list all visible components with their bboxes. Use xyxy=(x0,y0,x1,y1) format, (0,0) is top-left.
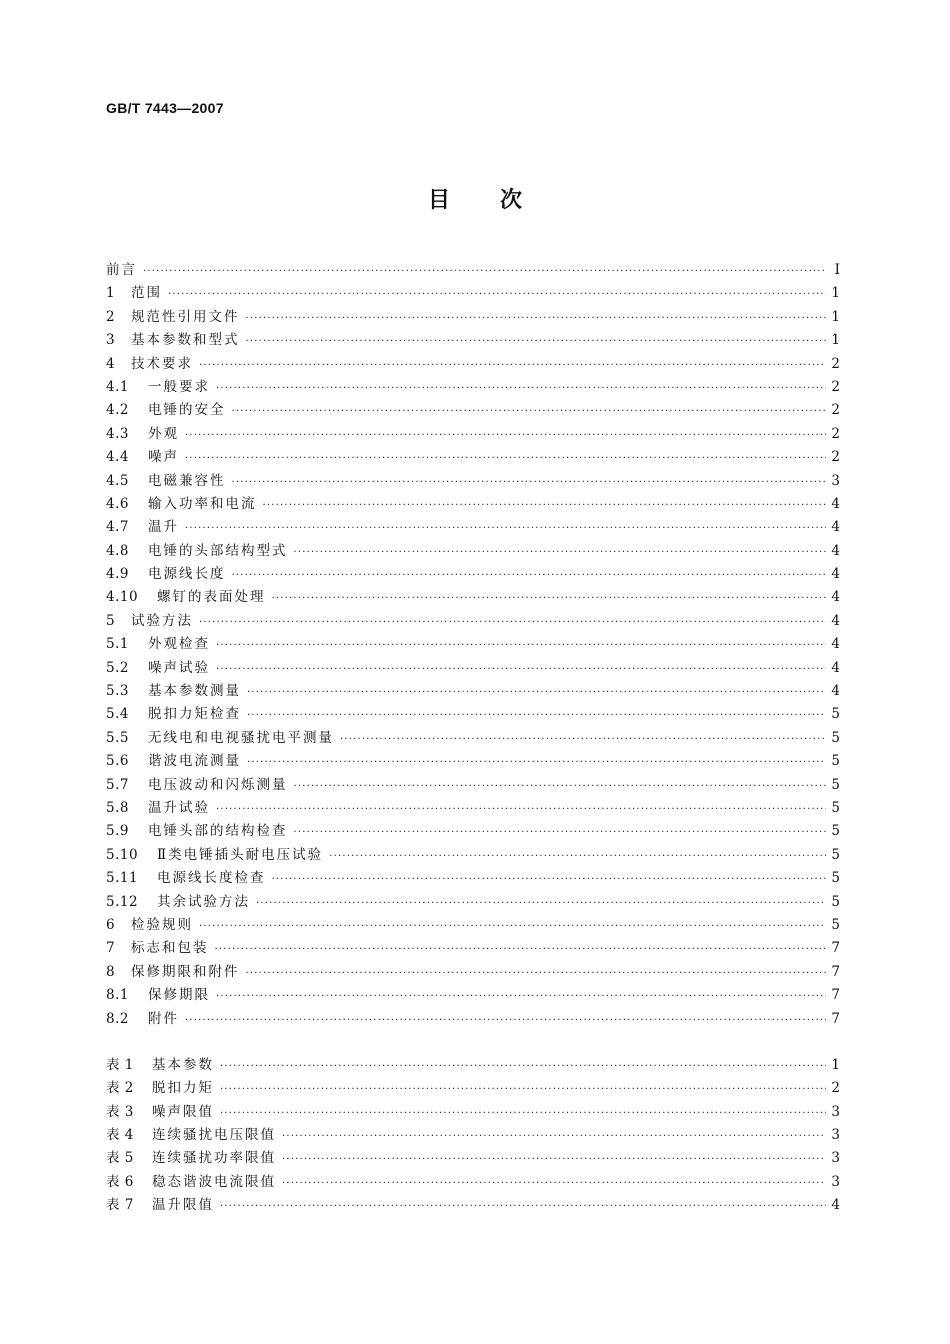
toc-leader-dots xyxy=(272,868,827,891)
toc-table-entry[interactable] xyxy=(106,1124,840,1147)
toc-leader-dots xyxy=(282,1125,826,1148)
toc-entry[interactable] xyxy=(106,399,840,422)
toc-table-entry[interactable] xyxy=(106,1077,840,1100)
toc-entry-page: 4 xyxy=(831,659,840,676)
toc-entry-page: 3 xyxy=(831,1103,840,1120)
toc-entry-label: 其余试验方法 xyxy=(157,893,250,910)
toc-entry[interactable] xyxy=(106,470,840,493)
toc-entry-number: 8.2 xyxy=(106,1010,129,1027)
toc-entry-number: 表 7 xyxy=(106,1197,134,1214)
toc-entry-label: 谐波电流测量 xyxy=(148,753,241,770)
toc-leader-dots xyxy=(185,424,826,447)
toc-entry-label: Ⅱ类电锤插头耐电压试验 xyxy=(157,846,324,863)
toc-entry-number: 5.2 xyxy=(106,659,129,676)
toc-entry-page: 5 xyxy=(831,799,840,816)
toc-entry-label: 噪声 xyxy=(148,449,179,466)
toc-leader-dots xyxy=(185,1009,826,1032)
toc-entry[interactable] xyxy=(106,516,840,539)
toc-entry-label: 连续骚扰功率限值 xyxy=(152,1150,276,1167)
toc-entry-page: 5 xyxy=(831,916,840,933)
toc-entry[interactable] xyxy=(106,423,840,446)
toc-entry-page: I xyxy=(834,262,840,278)
toc-leader-dots xyxy=(215,938,827,961)
toc-entry-label: 电锤的头部结构型式 xyxy=(148,542,288,559)
toc-entry-number: 4.7 xyxy=(106,519,129,536)
toc-entry-page: 3 xyxy=(831,1150,840,1167)
toc-entry-page: 2 xyxy=(831,378,840,395)
toc-title-char-1: 目 xyxy=(427,188,450,213)
toc-leader-dots xyxy=(282,1148,826,1171)
toc-entry-page: 2 xyxy=(831,402,840,419)
toc-entry[interactable] xyxy=(106,259,840,282)
toc-entry-page: 2 xyxy=(831,355,840,372)
toc-entry[interactable] xyxy=(106,493,840,516)
toc-entry-label: 输入功率和电流 xyxy=(148,495,257,512)
toc-entry-number: 4.1 xyxy=(106,378,129,395)
toc-entry-label: 保修期限和附件 xyxy=(131,963,240,980)
toc-entry-page: 7 xyxy=(831,940,840,957)
toc-entry-page: 1 xyxy=(831,1056,840,1073)
toc-entry-number: 5.10 xyxy=(106,846,139,863)
toc-entry-label: 附件 xyxy=(148,1010,179,1027)
toc-entry-label: 螺钉的表面处理 xyxy=(157,589,266,606)
toc-leader-dots xyxy=(282,1172,826,1195)
toc-entry-label: 电压波动和闪烁测量 xyxy=(148,776,288,793)
toc-entry-label: 外观检查 xyxy=(148,636,210,653)
toc-entry-number: 4.4 xyxy=(106,449,129,466)
toc-entry[interactable] xyxy=(106,961,840,984)
toc-leader-dots xyxy=(340,728,826,751)
toc-entry[interactable] xyxy=(106,891,840,914)
toc-leader-dots xyxy=(185,447,826,470)
toc-entry-number: 5.7 xyxy=(106,776,129,793)
toc-table-entry[interactable] xyxy=(106,1147,840,1170)
toc-entry-number: 7 xyxy=(106,940,116,957)
toc-leader-dots xyxy=(216,377,826,400)
toc-entry-label: 稳态谐波电流限值 xyxy=(152,1173,276,1190)
toc-entry-page: 4 xyxy=(831,612,840,629)
toc-entry-number: 6 xyxy=(106,916,116,933)
toc-table-entry[interactable] xyxy=(106,1171,840,1194)
toc-leader-dots xyxy=(216,798,826,821)
toc-entry-page: 2 xyxy=(831,1080,840,1097)
toc-entry-label: 基本参数和型式 xyxy=(131,332,240,349)
toc-entry-label: 电锤头部的结构检查 xyxy=(148,823,288,840)
toc-entry[interactable] xyxy=(106,1008,840,1031)
toc-entry-page: 4 xyxy=(831,1197,840,1214)
toc-leader-dots xyxy=(246,330,827,353)
toc-leader-dots xyxy=(247,681,826,704)
toc-leader-dots xyxy=(220,1078,826,1101)
toc-entry[interactable] xyxy=(106,937,840,960)
toc-entry-page: 4 xyxy=(831,566,840,583)
toc-entry-number: 4.6 xyxy=(106,495,129,512)
toc-entry-label: 基本参数 xyxy=(152,1056,214,1073)
table-of-contents xyxy=(106,259,840,1218)
toc-entry-page: 1 xyxy=(831,332,840,349)
toc-leader-dots xyxy=(247,704,826,727)
toc-entry-page: 7 xyxy=(831,987,840,1004)
toc-entry-label: 电磁兼容性 xyxy=(148,472,226,489)
toc-entry[interactable] xyxy=(106,586,840,609)
toc-entry-label: 前言 xyxy=(106,262,137,278)
toc-entry-label: 电锤的安全 xyxy=(148,402,226,419)
toc-entry-page: 4 xyxy=(831,636,840,653)
toc-leader-dots xyxy=(216,634,826,657)
toc-entry-label: 脱扣力矩检查 xyxy=(148,706,241,723)
toc-leader-dots xyxy=(216,658,826,681)
toc-leader-dots xyxy=(246,307,827,330)
standard-code: GB/T 7443—2007 xyxy=(106,100,224,116)
toc-entry[interactable] xyxy=(106,376,840,399)
toc-leader-dots xyxy=(220,1102,826,1125)
toc-entry-page: 5 xyxy=(831,823,840,840)
toc-entry[interactable] xyxy=(106,914,840,937)
toc-entry-number: 3 xyxy=(106,332,116,349)
toc-entry-number: 4.5 xyxy=(106,472,129,489)
toc-leader-dots xyxy=(199,915,826,938)
toc-entry-number: 4.10 xyxy=(106,589,139,606)
toc-entry-page: 3 xyxy=(831,1127,840,1144)
toc-leader-dots xyxy=(220,1055,826,1078)
toc-entry[interactable] xyxy=(106,844,840,867)
toc-leader-dots xyxy=(263,494,827,517)
toc-leader-dots xyxy=(199,611,826,634)
toc-entry-number: 表 3 xyxy=(106,1103,134,1120)
toc-entry[interactable] xyxy=(106,797,840,820)
toc-entry[interactable] xyxy=(106,633,840,656)
toc-entry[interactable] xyxy=(106,610,840,633)
toc-entry-label: 脱扣力矩 xyxy=(152,1080,214,1097)
toc-entry-number: 表 2 xyxy=(106,1080,134,1097)
toc-entry[interactable] xyxy=(106,727,840,750)
toc-title xyxy=(0,183,950,214)
toc-entry[interactable] xyxy=(106,984,840,1007)
toc-entries xyxy=(106,259,840,1031)
toc-entry-label: 电源线长度检查 xyxy=(157,870,266,887)
toc-leader-dots xyxy=(256,892,826,915)
toc-entry-page: 7 xyxy=(831,963,840,980)
toc-leader-dots xyxy=(220,1195,826,1218)
toc-leader-dots xyxy=(246,962,827,985)
toc-entry-page: 2 xyxy=(831,449,840,466)
toc-leader-dots xyxy=(143,260,826,283)
toc-entry-number: 表 4 xyxy=(106,1127,134,1144)
toc-table-entry[interactable] xyxy=(106,1054,840,1077)
toc-entry-label: 连续骚扰电压限值 xyxy=(152,1127,276,1144)
toc-entry[interactable] xyxy=(106,680,840,703)
toc-leader-dots xyxy=(329,845,826,868)
toc-entry-page: 5 xyxy=(831,893,840,910)
toc-entry-label: 标志和包装 xyxy=(131,940,209,957)
toc-entry-label: 电源线长度 xyxy=(148,566,226,583)
toc-leader-dots xyxy=(272,587,827,610)
toc-entry-label: 规范性引用文件 xyxy=(131,308,240,325)
toc-entry-label: 温升试验 xyxy=(148,799,210,816)
toc-entry-page: 3 xyxy=(831,1173,840,1190)
toc-entry[interactable] xyxy=(106,563,840,586)
toc-entry-label: 温升 xyxy=(148,519,179,536)
toc-entry[interactable] xyxy=(106,353,840,376)
toc-entry-number: 5.12 xyxy=(106,893,139,910)
toc-entry-number: 表 5 xyxy=(106,1150,134,1167)
toc-entry[interactable] xyxy=(106,774,840,797)
toc-leader-dots xyxy=(247,751,826,774)
toc-leader-dots xyxy=(216,985,826,1008)
toc-entry-number: 1 xyxy=(106,285,116,302)
toc-entry[interactable] xyxy=(106,750,840,773)
toc-entry[interactable] xyxy=(106,867,840,890)
toc-leader-dots xyxy=(294,821,827,844)
toc-entry-number: 8 xyxy=(106,963,116,980)
toc-leader-dots xyxy=(294,541,827,564)
toc-entry-number: 4 xyxy=(106,355,116,372)
toc-entry-page: 5 xyxy=(831,870,840,887)
toc-entry-label: 保修期限 xyxy=(148,987,210,1004)
toc-entry-number: 8.1 xyxy=(106,987,129,1004)
toc-entry-label: 噪声试验 xyxy=(148,659,210,676)
toc-entry-page: 5 xyxy=(831,846,840,863)
toc-entry-number: 5.8 xyxy=(106,799,129,816)
toc-entry-number: 5.9 xyxy=(106,823,129,840)
toc-entry-page: 5 xyxy=(831,729,840,746)
toc-title-char-2: 次 xyxy=(500,188,523,213)
toc-entry-page: 4 xyxy=(831,589,840,606)
toc-entry-number: 4.3 xyxy=(106,425,129,442)
toc-entry-page: 4 xyxy=(831,495,840,512)
toc-entry[interactable] xyxy=(106,282,840,305)
toc-entry-label: 温升限值 xyxy=(152,1197,214,1214)
toc-entry-number: 5.3 xyxy=(106,683,129,700)
toc-entry-number: 表 6 xyxy=(106,1173,134,1190)
toc-leader-dots xyxy=(294,775,827,798)
toc-entry-label: 技术要求 xyxy=(131,355,193,372)
toc-leader-dots xyxy=(168,283,826,306)
toc-entry-number: 4.8 xyxy=(106,542,129,559)
toc-entry-label: 基本参数测量 xyxy=(148,683,241,700)
toc-entry-number: 5.6 xyxy=(106,753,129,770)
toc-entry[interactable] xyxy=(106,540,840,563)
toc-entry-number: 5 xyxy=(106,612,116,629)
toc-entry-page: 5 xyxy=(831,776,840,793)
toc-entry-number: 5.1 xyxy=(106,636,129,653)
toc-entry-page: 5 xyxy=(831,753,840,770)
toc-entry[interactable] xyxy=(106,306,840,329)
toc-entry-page: 7 xyxy=(831,1010,840,1027)
toc-leader-dots xyxy=(232,564,827,587)
toc-entry-number: 4.9 xyxy=(106,566,129,583)
toc-entry[interactable] xyxy=(106,703,840,726)
toc-entry-label: 试验方法 xyxy=(131,612,193,629)
toc-entry[interactable] xyxy=(106,657,840,680)
toc-entry-number: 5.4 xyxy=(106,706,129,723)
toc-entry-page: 4 xyxy=(831,542,840,559)
toc-entry-page: 2 xyxy=(831,425,840,442)
toc-entry-label: 检验规则 xyxy=(131,916,193,933)
toc-entry-page: 3 xyxy=(831,472,840,489)
toc-table-entry[interactable] xyxy=(106,1194,840,1217)
toc-leader-dots xyxy=(232,471,827,494)
toc-entry-page: 1 xyxy=(831,308,840,325)
toc-leader-dots xyxy=(185,517,826,540)
toc-table-entry[interactable] xyxy=(106,1101,840,1124)
toc-entry-label: 范围 xyxy=(131,285,162,302)
toc-entry-label: 无线电和电视骚扰电平测量 xyxy=(148,729,334,746)
toc-entry[interactable] xyxy=(106,329,840,352)
toc-entry-label: 外观 xyxy=(148,425,179,442)
toc-table-list xyxy=(106,1054,840,1218)
toc-leader-dots xyxy=(232,400,827,423)
toc-entry-page: 5 xyxy=(831,706,840,723)
toc-entry-number: 表 1 xyxy=(106,1056,134,1073)
toc-entry-label: 噪声限值 xyxy=(152,1103,214,1120)
toc-entry-page: 1 xyxy=(831,285,840,302)
toc-entry-number: 4.2 xyxy=(106,402,129,419)
toc-entry-number: 5.5 xyxy=(106,729,129,746)
toc-entry-page: 4 xyxy=(831,519,840,536)
toc-entry[interactable] xyxy=(106,820,840,843)
toc-entry[interactable] xyxy=(106,446,840,469)
toc-entry-number: 5.11 xyxy=(106,870,139,887)
toc-entry-page: 4 xyxy=(831,683,840,700)
toc-leader-dots xyxy=(199,354,826,377)
toc-entry-label: 一般要求 xyxy=(148,378,210,395)
toc-entry-number: 2 xyxy=(106,308,116,325)
